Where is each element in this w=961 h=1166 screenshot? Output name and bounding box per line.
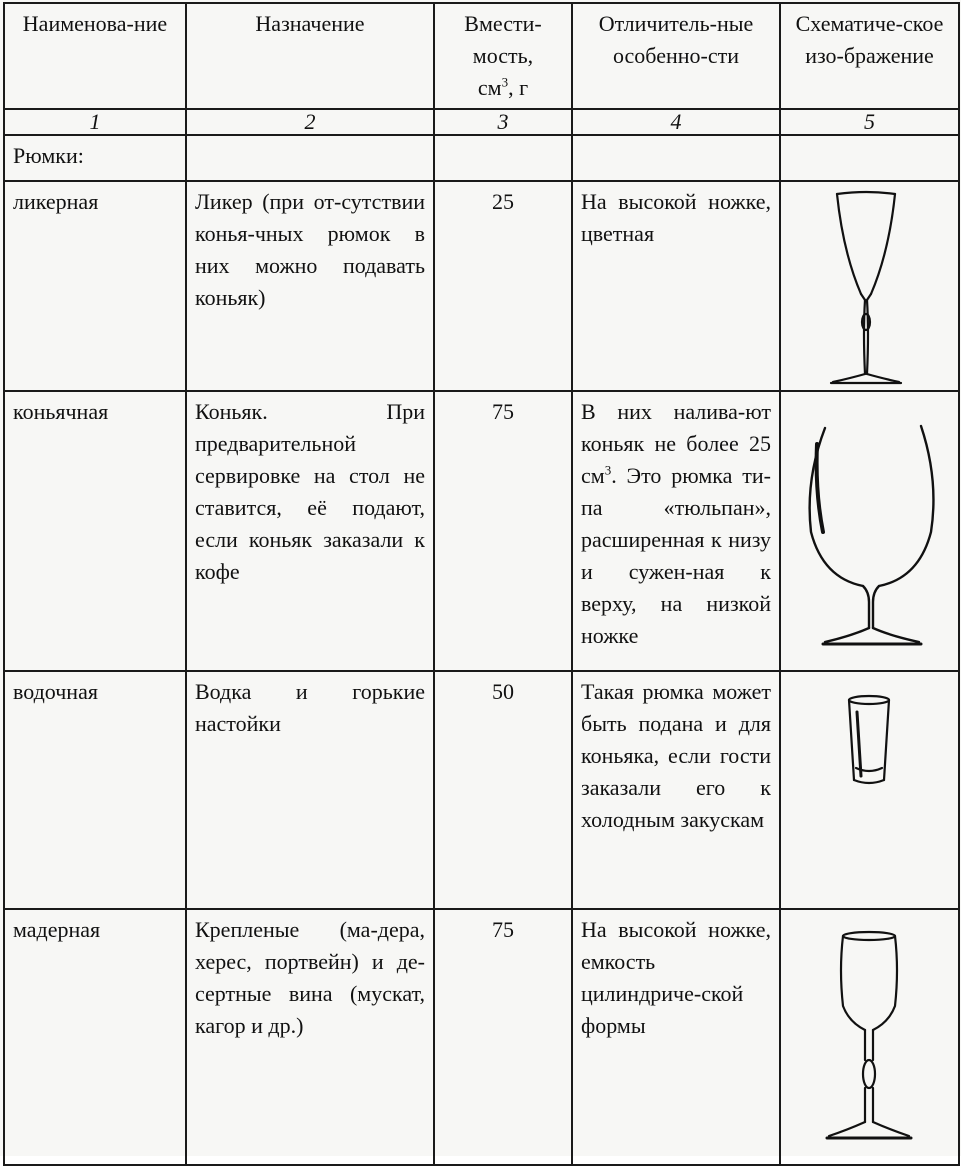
table-row	[4, 909, 959, 1165]
column-number: 2	[186, 109, 434, 135]
header-purpose: Назначение	[186, 3, 434, 109]
glassware-table	[3, 2, 960, 1166]
header-row	[4, 3, 959, 109]
row-schematic	[780, 181, 959, 391]
header-features: Отличитель-ные особенно-сти	[572, 3, 780, 109]
row-name: ликерная	[4, 181, 186, 391]
section-title: Рюмки:	[4, 135, 186, 181]
table-row	[4, 181, 959, 391]
table-row	[4, 671, 959, 909]
row-capacity: 25	[434, 181, 572, 391]
row-purpose: Коньяк. При предварительной сервировке на стол не ставится, её подают, если коньяк заказали к кофе	[186, 391, 434, 671]
row-schematic	[780, 671, 959, 909]
row-features-text-a: В них налива-ют коньяк не более 25 см	[581, 399, 771, 488]
row-features-text-b: . Это рюмка ти-па «тюльпан», расширенная к низу и сужен-ная к верху, на низкой ножке	[581, 463, 771, 648]
header-schematic: Схематиче-ское изо-бражение	[780, 3, 959, 109]
row-capacity: 50	[434, 671, 572, 909]
row-capacity: 75	[434, 391, 572, 671]
column-number: 1	[4, 109, 186, 135]
column-number: 4	[572, 109, 780, 135]
table-row	[4, 391, 959, 671]
column-number: 5	[780, 109, 959, 135]
cognac-glass-icon	[781, 392, 960, 668]
row-purpose: Водка и горькие настойки	[186, 671, 434, 909]
row-schematic	[780, 391, 959, 671]
madeira-glass-icon	[781, 910, 960, 1162]
section-row	[4, 135, 959, 181]
row-name: водочная	[4, 671, 186, 909]
header-capacity-unit-cm: см	[477, 75, 502, 100]
row-features-sup: 3	[604, 462, 612, 478]
header-capacity	[434, 3, 572, 109]
row-name: мадерная	[4, 909, 186, 1165]
row-schematic	[780, 909, 959, 1165]
row-features: Такая рюмка может быть подана и для коньяка, если гости заказали его к холодным закускам	[572, 671, 780, 909]
column-number: 3	[434, 109, 572, 135]
row-purpose: Ликер (при от-сутствии конья-чных рюмок в них можно подавать коньяк)	[186, 181, 434, 391]
column-number-row	[4, 109, 959, 135]
header-name: Наименова-ние	[4, 3, 186, 109]
row-purpose: Крепленые (ма-дера, херес, портвейн) и де-сертные вина (мускат, кагор и др.)	[186, 909, 434, 1165]
row-features	[572, 391, 780, 671]
header-capacity-unit-g: , г	[508, 75, 529, 100]
row-features: На высокой ножке, цветная	[572, 181, 780, 391]
row-name: коньячная	[4, 391, 186, 671]
vodka-glass-icon	[781, 672, 960, 906]
row-capacity: 75	[434, 909, 572, 1165]
header-capacity-unit-sup: 3	[501, 74, 509, 90]
header-capacity-label: Вмести-мость,	[464, 11, 542, 68]
liqueur-glass-icon	[781, 182, 960, 388]
row-features: На высокой ножке, емкость цилиндриче-ской формы	[572, 909, 780, 1165]
